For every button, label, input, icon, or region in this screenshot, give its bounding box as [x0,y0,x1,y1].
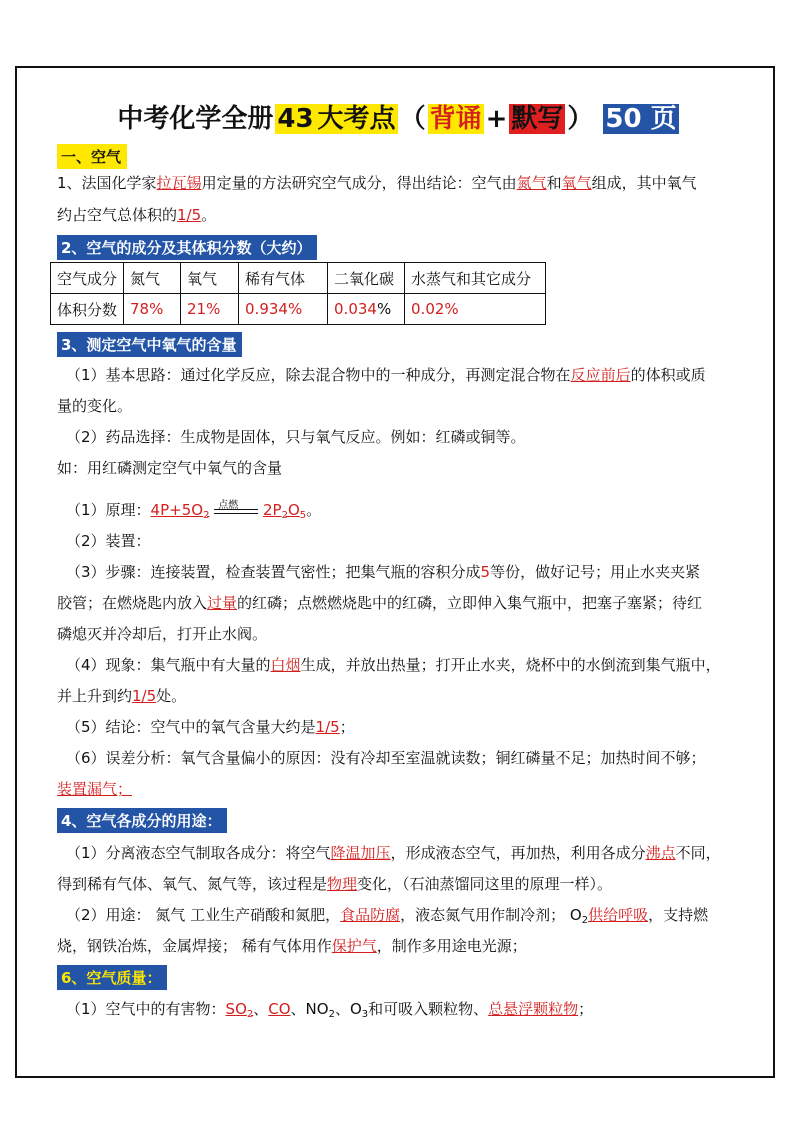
table-cell: 稀有气体 [239,263,328,294]
s1-line-2: 约占空气总体积的1/5。 [57,206,217,224]
s4-line-4: 烧，钢铁冶炼，金属焊接； 稀有气体用作保护气，制作多用途电光源； [57,937,527,955]
section-heading-composition: 2、空气的成分及其体积分数（大约） [57,235,317,260]
s3-line-9: 磷熄灭并冷却后，打开止水阀。 [57,625,268,643]
composition-table [50,262,546,325]
s3-principle-line: （1）原理：$4P+5O_2$ 点燃 $2P_2O_5$。 [66,499,322,521]
equation-arrow: 点燃 [214,504,258,518]
section-heading-oxygen: 3、测定空气中氧气的含量 [57,332,242,357]
table-cell: 氮气 [124,263,181,294]
section-heading-air: 一、空气 [57,144,127,169]
title-pages: 50 页 [605,104,677,134]
table-cell: 水蒸气和其它成分 [405,263,546,294]
s3-line-4: 如：用红磷测定空气中氧气的含量 [57,459,283,477]
table-header-row [51,263,546,294]
s6-line-1: （1）空气中的有害物：$SO_2$、CO、$NO_2$、$O_3$和可吸入颗粒物、总悬浮颗粒物； [66,1000,594,1020]
s4-line-2: 得到稀有气体、氧气、氮气等，该过程是物理变化，（石油蒸馏同这里的原理一样）。 [57,875,613,893]
title-dictate: 默写 [511,104,564,134]
s3-line-14: 装置漏气； [57,780,133,798]
s3-line-1: （1）基本思路：通过化学反应，除去混合物中的一种成分，再测定混合物在反应前后的体积或质 [66,366,706,384]
s4-line-3: （2）用途： 氮气 工业生产硝酸和氮肥，食品防腐，液态氮气用作制冷剂； $O_2$供给呼吸，支持燃 [66,906,709,926]
s3-line-10: （4）现象：集气瓶中有大量的白烟生成，并放出热量；打开止水夹，烧杯中的水倒流到集气瓶中， [66,656,721,674]
title-mid: 大考点 [317,104,396,134]
s3-line-13: （6）误差分析：氧气含量偏小的原因：没有冷却至室温就读数；铜红磷量不足；加热时间不够； [66,749,706,767]
s3-line-7: （3）步骤：连接装置，检查装置气密性；把集气瓶的容积分成5等份，做好记号；用止水夹夹紧 [66,563,701,581]
s4-line-1: （1）分离液态空气制取各成分：将空气降温加压，形成液态空气，再加热，利用各成分沸点不同， [66,844,721,862]
s3-line-8: 胶管；在燃烧匙内放入过量的红磷；点燃燃烧匙中的红磷，立即伸入集气瓶中，把塞子塞紧；待红 [57,594,703,612]
table-cell: 空气成分 [51,263,124,294]
s3-line-2: 量的变化。 [57,397,133,415]
table-cell: 78% [124,294,181,325]
title-paren-close: ） [567,104,594,134]
page-title [0,98,794,135]
section-heading-uses: 4、空气各成分的用途： [57,808,227,833]
title-plus: + [485,104,508,134]
table-cell: 0.02% [405,294,546,325]
s3-line-3: （2）药品选择：生成物是固体，只与氧气反应。例如：红磷或铜等。 [66,428,526,446]
title-paren-open: （ [399,104,426,134]
s1-line-1: 1、法国化学家拉瓦锡用定量的方法研究空气成分，得出结论：空气由氮气和氧气组成，其中氧气 [57,174,697,192]
title-recite: 背诵 [429,104,482,134]
table-cell: 二氧化碳 [328,263,405,294]
section-heading-quality: 6、空气质量： [57,965,167,990]
table-cell: 0.034% [328,294,405,325]
table-row [51,294,546,325]
table-cell: 氧气 [181,263,239,294]
table-cell: 21% [181,294,239,325]
title-count: 43 [277,104,314,134]
table-cell: 体积分数 [51,294,124,325]
s3-line-12: （5）结论：空气中的氧气含量大约是1/5； [66,718,355,736]
title-prefix: 中考化学全册 [117,104,274,134]
table-cell: 0.934% [239,294,328,325]
s3-line-6: （2）装置： [66,532,151,550]
s3-line-11: 并上升到约1/5处。 [57,687,187,705]
